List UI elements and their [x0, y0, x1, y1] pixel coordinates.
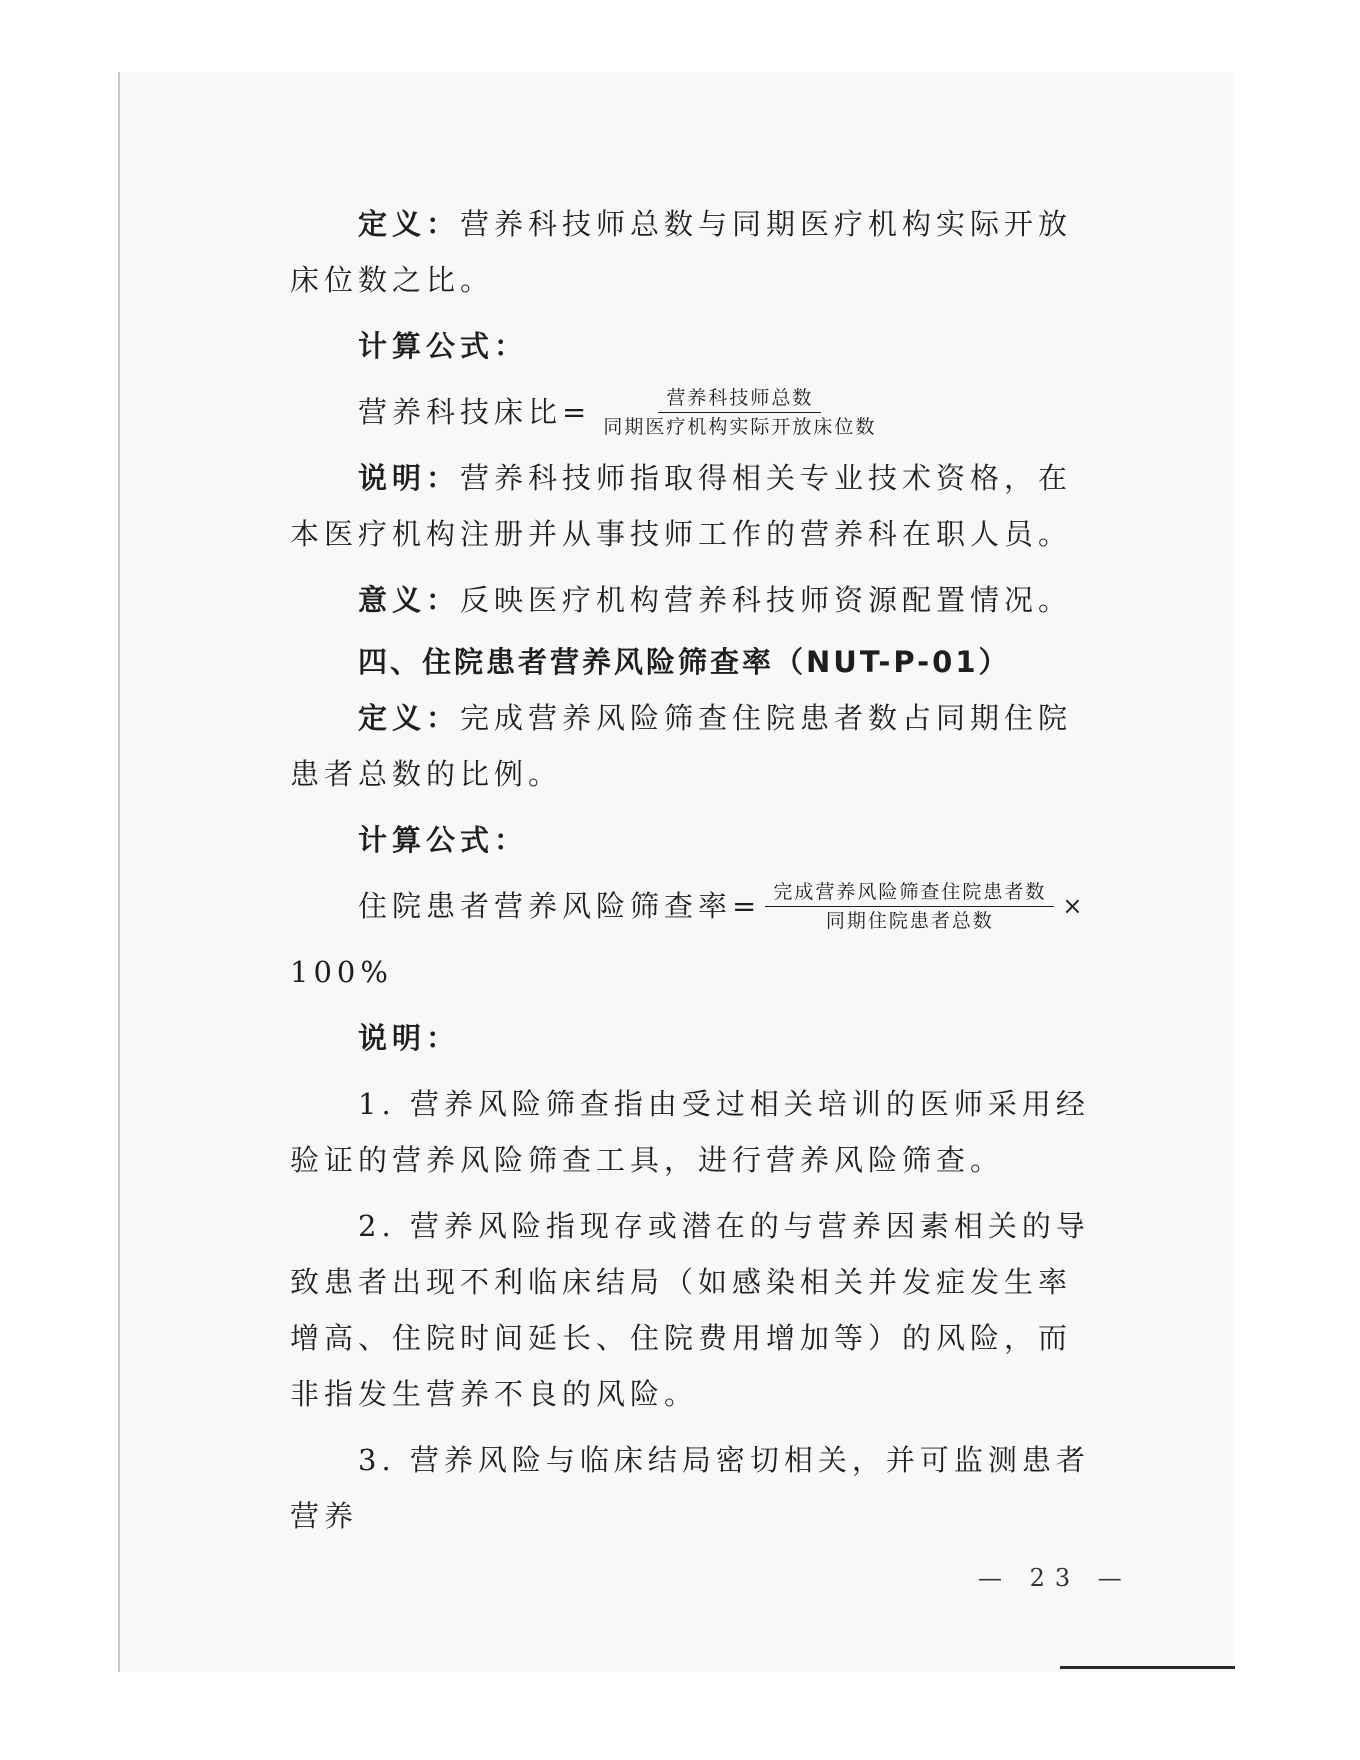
note-item-2: 2. 营养风险指现存或潜在的与营养因素相关的导致患者出现不利临床结局（如感染相关并发症发生率增高、住院时间延长、住院费用增加等）的风险，而非指发生营养不良的风险。 [290, 1209, 1090, 1411]
formula-numerator-2: 完成营养风险筛查住院患者数 [765, 878, 1054, 907]
document-body [290, 196, 1090, 1544]
note-item-3: 3. 营养风险与临床结局密切相关，并可监测患者营养 [290, 1443, 1090, 1533]
significance-text: 反映医疗机构营养科技师资源配置情况。 [460, 583, 1073, 617]
label-definition: 定义： [358, 207, 461, 241]
formula-denominator-2: 同期住院患者总数 [825, 909, 994, 932]
formula-lhs-2: 住院患者营养风险筛查率= [358, 889, 762, 923]
formula-label-2: 计算公式： [358, 823, 529, 857]
formula-2 [290, 868, 1090, 944]
paper-edge-bottom [1060, 1666, 1235, 1669]
multiply-sign: × [1062, 892, 1088, 920]
definition-paragraph-2 [290, 690, 1090, 802]
explanation-text: 营养科技师指取得相关专业技术资格，在本医疗机构注册并从事技师工作的营养科在职人员。 [290, 461, 1073, 551]
formula-label-1: 计算公式： [358, 329, 529, 363]
definition-paragraph-1 [290, 196, 1090, 308]
formula-tail: 100% [290, 955, 393, 989]
notes-label: 说明： [358, 1021, 461, 1055]
explanation-paragraph [290, 450, 1090, 562]
significance-paragraph [290, 572, 1090, 628]
formula-1 [290, 374, 1090, 450]
definition-text-2: 完成营养风险筛查住院患者数占同期住院患者总数的比例。 [290, 701, 1073, 791]
formula-denominator: 同期医疗机构实际开放床位数 [603, 415, 877, 438]
formula-lhs: 营养科技床比= [358, 395, 592, 429]
label-definition-2: 定义： [358, 701, 461, 735]
section-heading: 四、住院患者营养风险筛查率（NUT-P-01） [358, 645, 1011, 679]
formula-fraction-2 [765, 878, 1054, 935]
formula-fraction [595, 384, 884, 441]
formula-numerator: 营养科技师总数 [658, 384, 821, 413]
label-explanation: 说明： [358, 461, 461, 495]
page-number: — 23 — [978, 1564, 1132, 1592]
label-significance: 意义： [358, 583, 461, 617]
paper-edge-left [118, 72, 120, 1672]
definition-text: 营养科技师总数与同期医疗机构实际开放床位数之比。 [290, 207, 1073, 297]
note-item-1: 1. 营养风险筛查指由受过相关培训的医师采用经验证的营养风险筛查工具，进行营养风险筛查。 [290, 1087, 1090, 1177]
